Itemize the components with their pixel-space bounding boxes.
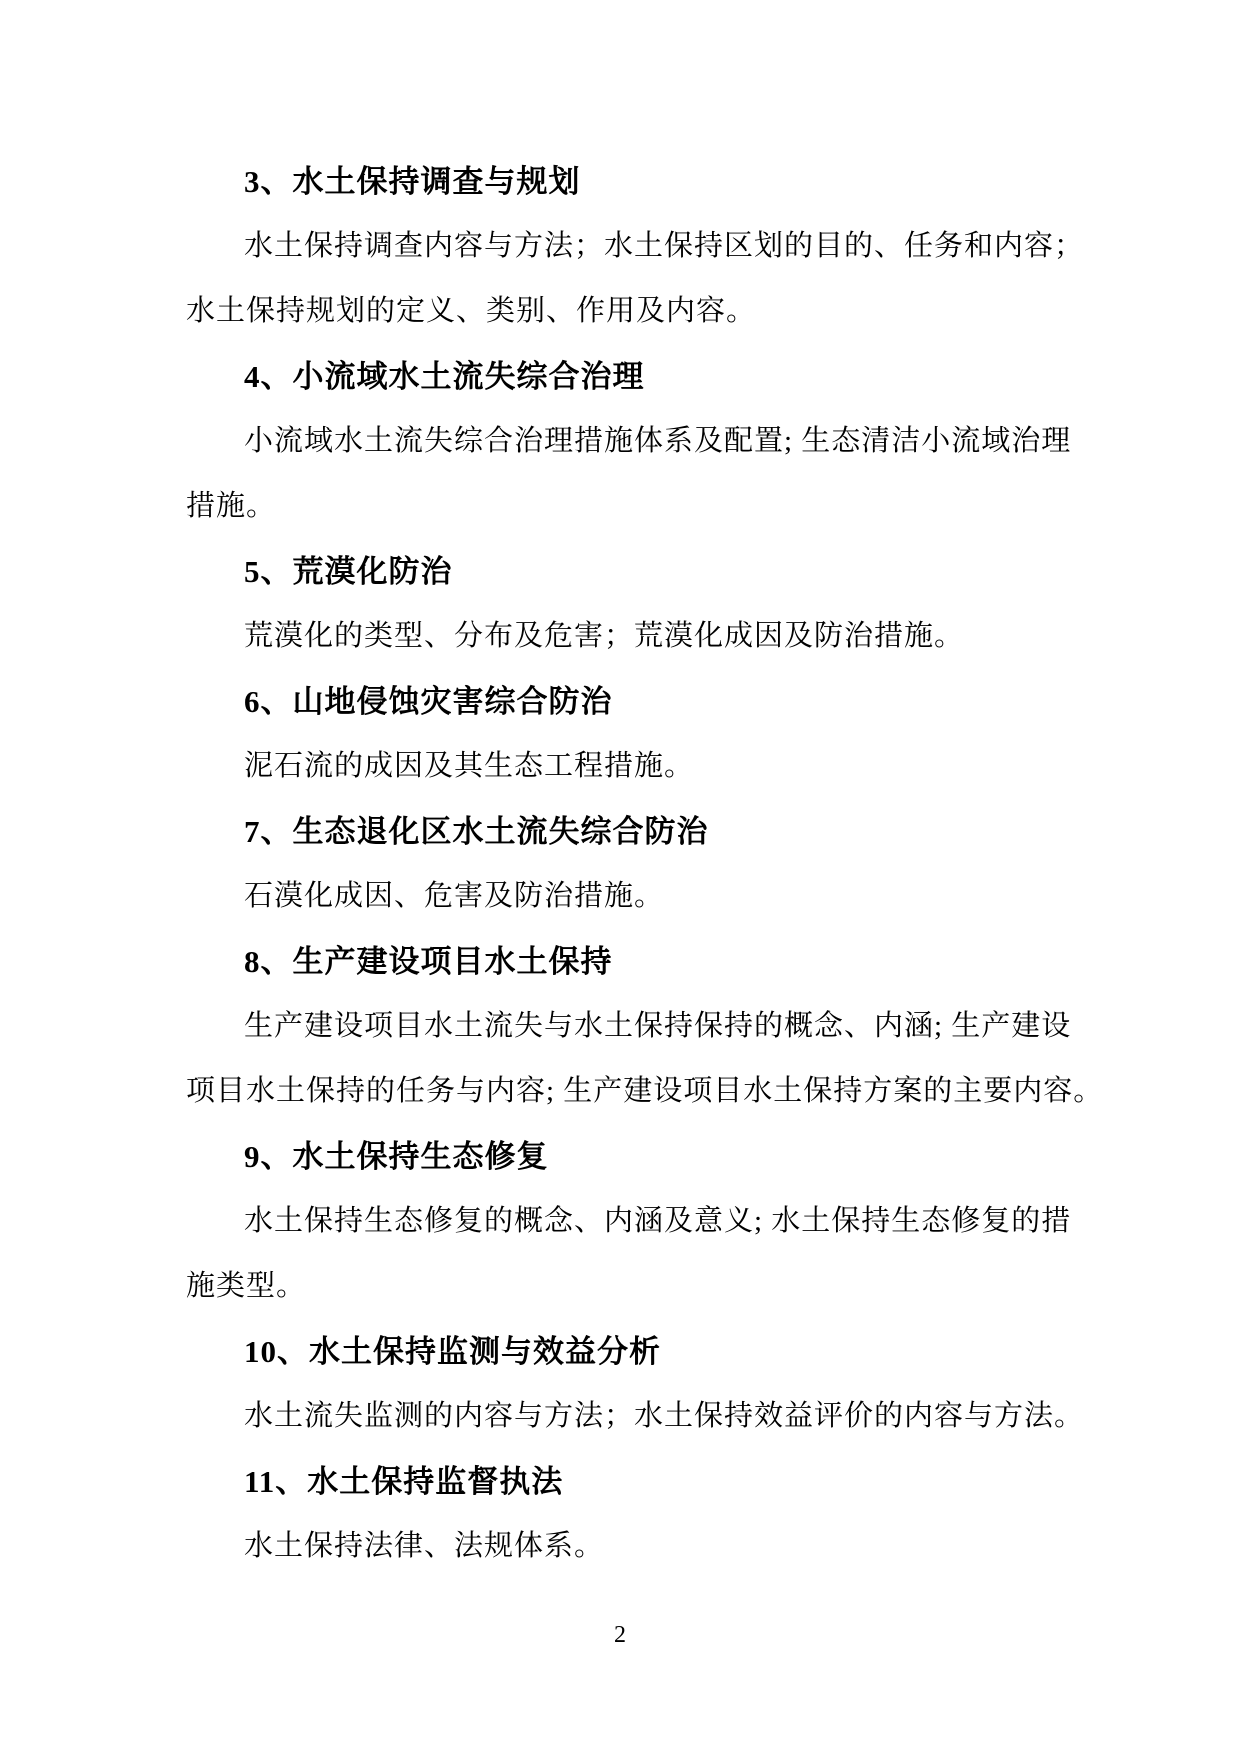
body-line: 泥石流的成因及其生态工程措施。	[244, 750, 695, 782]
body-line: 施类型。	[186, 1270, 307, 1302]
section-heading-11: 11、水土保持监督执法	[244, 1464, 564, 1499]
body-line: 水土保持法律、法规体系。	[244, 1530, 605, 1562]
section-heading-10: 10、水土保持监测与效益分析	[244, 1334, 661, 1369]
section-heading-8: 8、生产建设项目水土保持	[244, 944, 613, 979]
body-line: 石漠化成因、危害及防治措施。	[244, 880, 665, 912]
section-heading-9: 9、水土保持生态修复	[244, 1139, 549, 1174]
section-heading-3: 3、水土保持调查与规划	[244, 164, 581, 199]
section-heading-4: 4、小流域水土流失综合治理	[244, 359, 645, 394]
body-line: 小流域水土流失综合治理措施体系及配置; 生态清洁小流域治理	[244, 425, 1072, 457]
body-line: 措施。	[186, 490, 277, 522]
body-line: 荒漠化的类型、分布及危害；荒漠化成因及防治措施。	[244, 620, 965, 652]
content-area	[186, 149, 1104, 1579]
body-line: 生产建设项目水土流失与水土保持保持的概念、内涵; 生产建设	[244, 1010, 1072, 1042]
page-number: 2	[614, 1622, 626, 1648]
body-line: 项目水土保持的任务与内容; 生产建设项目水土保持方案的主要内容。	[186, 1075, 1104, 1107]
body-line: 水土保持生态修复的概念、内涵及意义; 水土保持生态修复的措	[244, 1205, 1072, 1237]
section-heading-6: 6、山地侵蚀灾害综合防治	[244, 684, 613, 719]
body-line: 水土流失监测的内容与方法；水土保持效益评价的内容与方法。	[244, 1400, 1085, 1432]
body-line: 水土保持调查内容与方法；水土保持区划的目的、任务和内容；	[244, 230, 1085, 262]
section-heading-7: 7、生态退化区水土流失综合防治	[244, 814, 709, 849]
section-heading-5: 5、荒漠化防治	[244, 554, 453, 589]
body-line: 水土保持规划的定义、类别、作用及内容。	[186, 295, 757, 327]
